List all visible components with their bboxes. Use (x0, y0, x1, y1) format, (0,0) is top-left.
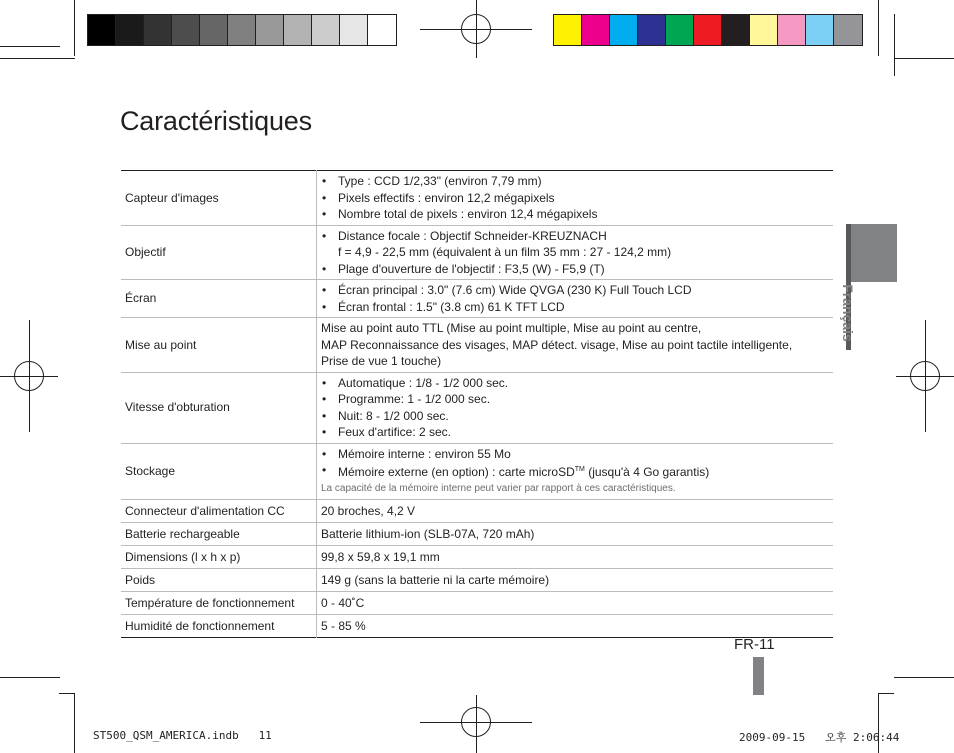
bullet-text: Mémoire externe (en option) : carte microSD (338, 465, 575, 479)
crop-mark (0, 677, 60, 678)
row-value: 0 - 40˚C (321, 595, 365, 610)
row-value: 99,8 x 59,8 x 19,1 mm (321, 549, 440, 564)
row-label: Vitesse d'obturation (121, 372, 317, 443)
row-label: Humidité de fonctionnement (121, 615, 317, 638)
row-label: Mise au point (121, 318, 317, 373)
color-swatch (750, 15, 778, 45)
list-item (321, 228, 829, 261)
row-label: Dimensions (l x h x p) (121, 546, 317, 569)
row-label: Température de fonctionnement (121, 592, 317, 615)
language-label: Français (840, 284, 856, 342)
color-swatch (256, 15, 284, 45)
table-row (121, 372, 833, 443)
value-line: Mise au point auto TTL (Mise au point multiple, Mise au point au centre, (321, 321, 702, 335)
row-value: Batterie lithium-ion (SLB-07A, 720 mAh) (321, 526, 535, 541)
row-label: Connecteur d'alimentation CC (121, 500, 317, 523)
list-item: • Mémoire interne : environ 55 Mo (321, 446, 829, 463)
color-swatch (554, 15, 582, 45)
list-item: • Plage d'ouverture de l'objectif : F3,5 (W) - F5,9 (T) (321, 261, 829, 278)
table-row (121, 225, 833, 280)
crop-mark (74, 693, 75, 753)
registration-circle (910, 361, 940, 391)
color-bar (553, 14, 863, 46)
row-value (317, 171, 834, 226)
crop-mark (878, 0, 879, 56)
page-marker (753, 657, 764, 695)
table-row (121, 171, 833, 226)
bullet-continuation: f = 4,9 - 22,5 mm (équivalent à un film 35 mm : 27 - 124,2 mm) (338, 245, 672, 259)
row-label: Capteur d'images (121, 171, 317, 226)
bullet-text: Distance focale : Objectif Schneider-KREUZNACH (338, 228, 607, 243)
row-label: Stockage (121, 443, 317, 500)
page-number: FR-11 (734, 636, 775, 653)
row-value (317, 443, 834, 500)
crop-mark (0, 58, 75, 59)
color-swatch (88, 15, 116, 45)
registration-circle (461, 707, 491, 737)
list-item: • Programme: 1 - 1/2 000 sec. (321, 391, 829, 408)
list-item: • Nombre total de pixels : environ 12,4 mégapixels (321, 206, 829, 223)
color-swatch (582, 15, 610, 45)
registration-circle (14, 361, 44, 391)
list-item: • Écran frontal : 1.5" (3.8 cm) 61 K TFT LCD (321, 299, 829, 316)
crop-mark (59, 693, 75, 694)
table-row (121, 318, 833, 373)
color-swatch (694, 15, 722, 45)
row-value (317, 225, 834, 280)
crop-mark (894, 14, 895, 76)
row-label: Écran (121, 280, 317, 318)
list-item: • Automatique : 1/8 - 1/2 000 sec. (321, 375, 829, 392)
crop-mark (74, 0, 75, 56)
list-item: • Type : CCD 1/2,33" (environ 7,79 mm) (321, 173, 829, 190)
footer-timestamp: 2009-09-15 오후 2:06:44 (739, 731, 900, 744)
list-item: • Feux d'artifice: 2 sec. (321, 424, 829, 441)
color-swatch (284, 15, 312, 45)
registration-circle (461, 14, 491, 44)
crop-mark (894, 677, 954, 678)
color-swatch (116, 15, 144, 45)
row-label: Objectif (121, 225, 317, 280)
color-swatch (368, 15, 396, 45)
row-value (317, 318, 834, 373)
list-item: • Écran principal : 3.0" (7.6 cm) Wide QVGA (230 K) Full Touch LCD (321, 282, 829, 299)
row-value: 5 - 85 % (321, 618, 366, 633)
table-row (121, 569, 833, 592)
table-row (121, 280, 833, 318)
footer-filename: ST500_QSM_AMERICA.indb 11 (93, 729, 272, 742)
language-tab (846, 224, 897, 282)
color-swatch (172, 15, 200, 45)
row-label: Poids (121, 569, 317, 592)
storage-note: La capacité de la mémoire interne peut varier par rapport à ces caractéristiques. (321, 482, 676, 494)
table-row (121, 592, 833, 615)
trademark-sup: TM (574, 466, 585, 473)
table-row (121, 500, 833, 523)
color-swatch (722, 15, 750, 45)
color-swatch (340, 15, 368, 45)
color-swatch (610, 15, 638, 45)
value-line: MAP Reconnaissance des visages, MAP détect. visage, Mise au point tactile intelligente, (321, 337, 793, 352)
color-swatch (144, 15, 172, 45)
color-swatch (200, 15, 228, 45)
page-title: Caractéristiques (120, 106, 312, 136)
row-value: 20 broches, 4,2 V (321, 503, 416, 518)
list-item: • Pixels effectifs : environ 12,2 mégapixels (321, 190, 829, 207)
row-value (317, 280, 834, 318)
list-item: • Nuit: 8 - 1/2 000 sec. (321, 408, 829, 425)
color-swatch (834, 15, 862, 45)
grayscale-bar (87, 14, 397, 46)
row-label: Batterie rechargeable (121, 523, 317, 546)
color-swatch (806, 15, 834, 45)
color-swatch (312, 15, 340, 45)
crop-mark (0, 46, 60, 47)
row-value (317, 372, 834, 443)
table-row (121, 523, 833, 546)
table-row (121, 615, 833, 638)
color-swatch (228, 15, 256, 45)
row-value: 149 g (sans la batterie ni la carte mémoire) (321, 572, 550, 587)
value-line: Prise de vue 1 touche) (321, 354, 442, 368)
crop-mark (894, 58, 954, 59)
spec-table (121, 170, 833, 638)
bullet-tail: (jusqu'à 4 Go garantis) (584, 465, 710, 479)
list-item (321, 462, 829, 481)
color-swatch (638, 15, 666, 45)
color-swatch (666, 15, 694, 45)
table-row (121, 443, 833, 500)
table-row (121, 546, 833, 569)
crop-mark (878, 693, 894, 694)
color-swatch (778, 15, 806, 45)
